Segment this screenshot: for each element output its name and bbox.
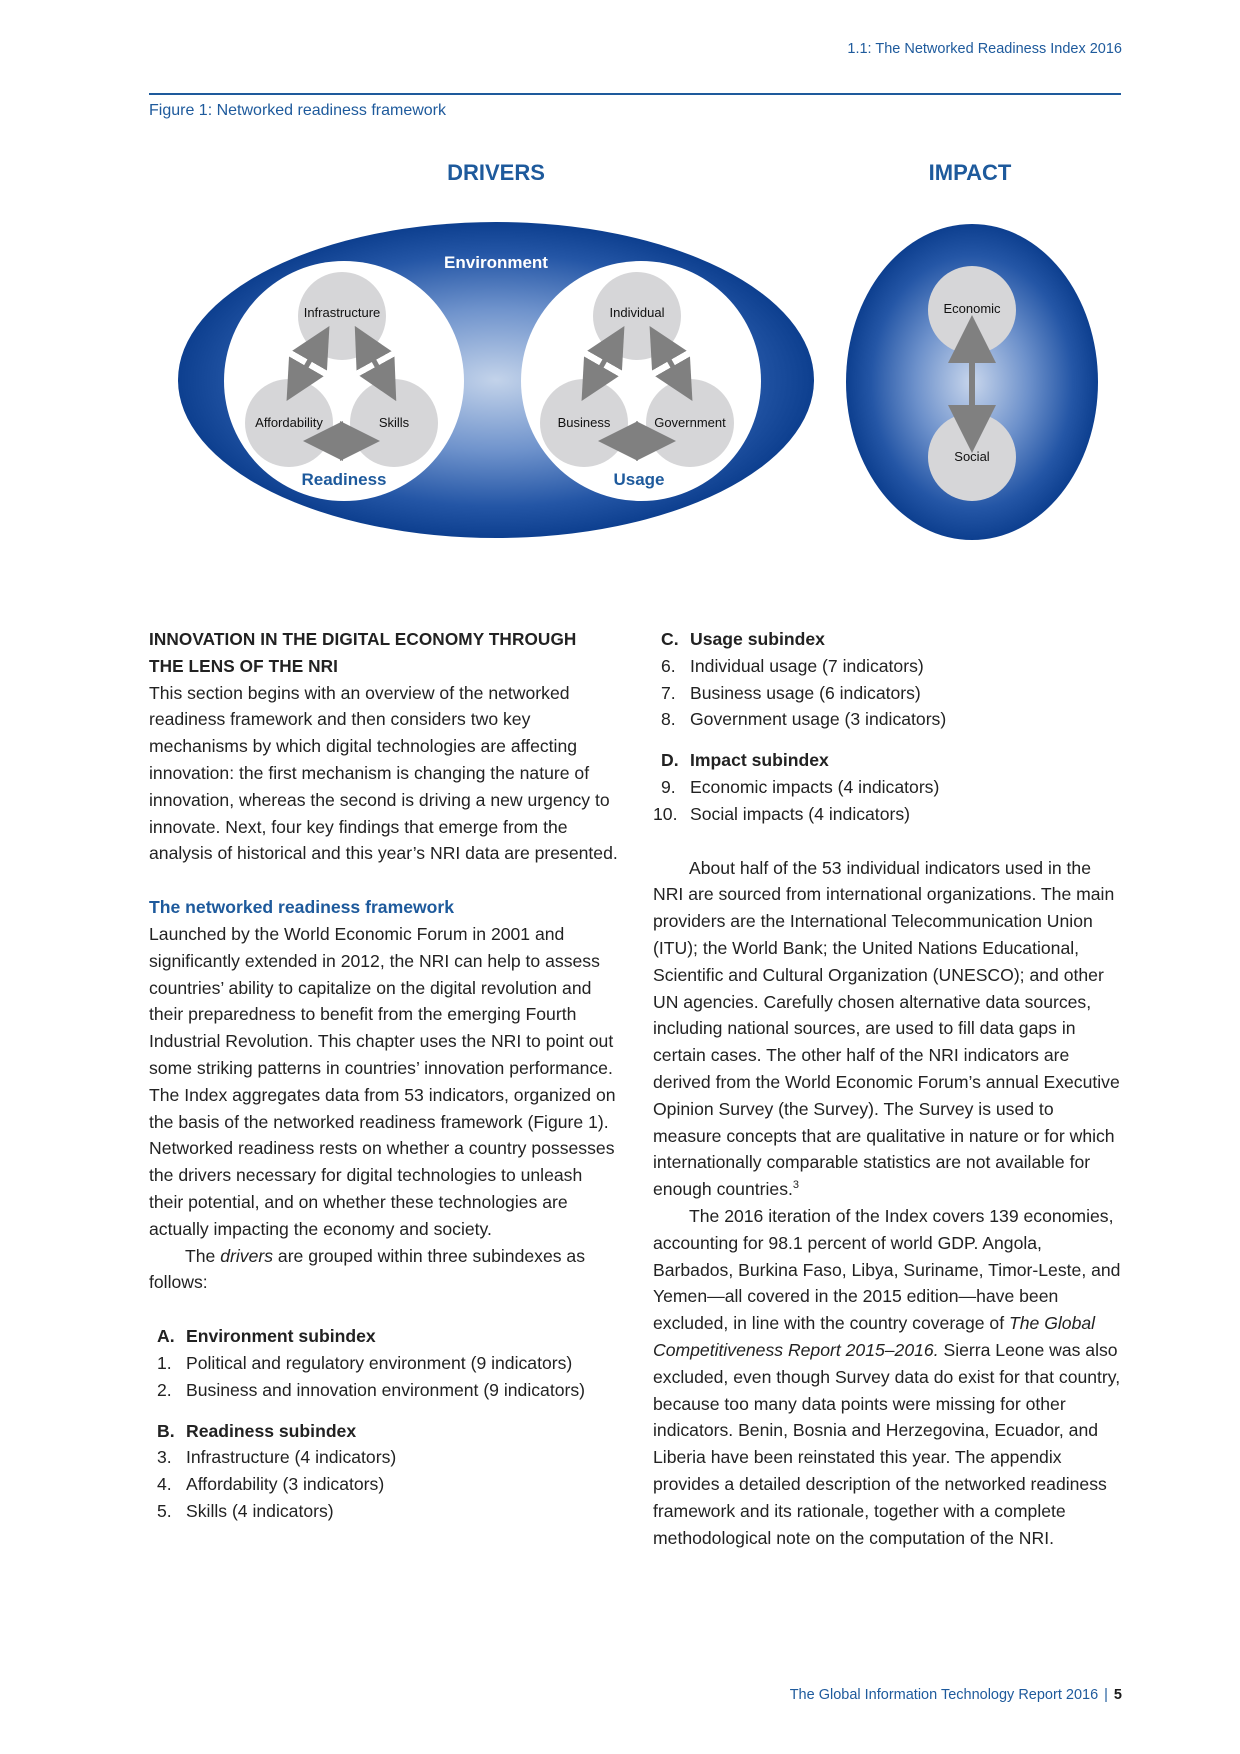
list-category bbox=[149, 1418, 619, 1445]
environment-list bbox=[149, 1323, 619, 1403]
item-number: 6. bbox=[661, 655, 676, 676]
left-column bbox=[149, 626, 619, 1525]
section-heading-line2: THE LENS OF THE NRI bbox=[149, 655, 339, 676]
list-letter: B. bbox=[157, 1420, 175, 1441]
usage-label: Usage bbox=[613, 470, 665, 489]
item-number: 3. bbox=[157, 1447, 172, 1468]
framework-diagram bbox=[149, 150, 1121, 550]
readiness-label: Readiness bbox=[301, 470, 387, 489]
impact-list bbox=[653, 747, 1123, 827]
list-item bbox=[149, 1498, 619, 1525]
list-item bbox=[149, 1377, 619, 1404]
coverage-paragraph bbox=[653, 1203, 1123, 1551]
sources-paragraph bbox=[653, 855, 1123, 1203]
economic-label: Economic bbox=[943, 301, 1001, 316]
item-text: Government usage (3 indicators) bbox=[690, 709, 947, 730]
page-footer bbox=[790, 1687, 1122, 1703]
drivers-em: drivers bbox=[220, 1245, 274, 1266]
item-text: Affordability (3 indicators) bbox=[186, 1474, 385, 1495]
list-category bbox=[653, 626, 1123, 653]
item-text: Business and innovation environment (9 indicators) bbox=[186, 1379, 586, 1400]
item-number: 4. bbox=[157, 1474, 172, 1495]
footnote-ref: 3 bbox=[792, 1179, 799, 1192]
list-item bbox=[653, 801, 1123, 828]
figure-caption: Figure 1: Networked readiness framework bbox=[149, 102, 447, 119]
item-text: Economic impacts (4 indicators) bbox=[690, 776, 940, 797]
list-item bbox=[653, 680, 1123, 707]
list-item bbox=[653, 774, 1123, 801]
item-number: 1. bbox=[157, 1352, 172, 1373]
drivers-pre: The bbox=[185, 1245, 221, 1266]
item-text: Business usage (6 indicators) bbox=[690, 682, 921, 703]
intro-paragraph: This section begins with an overview of the networked readiness framework and then considers two key mechanisms by which digital technologies are affecting innovation: the first mechanism is changing the nature of innovation, whereas the second is driving a new urgency to innovate. Next, four key findings that emerge from the analysis of historical and this year’s NRI data are presented. bbox=[149, 682, 618, 864]
list-category bbox=[653, 747, 1123, 774]
section-heading bbox=[149, 626, 619, 680]
business-label: Business bbox=[557, 415, 611, 430]
section-heading-line1: INNOVATION IN THE DIGITAL ECONOMY THROUGH bbox=[149, 629, 577, 649]
item-text: Skills (4 indicators) bbox=[186, 1500, 334, 1521]
list-item bbox=[149, 1471, 619, 1498]
item-number: 2. bbox=[157, 1379, 172, 1400]
coverage-text-b: Sierra Leone was also excluded, even though Survey data do exist for that country, because too many data points were missing for other indicators. Benin, Bosnia and Herzegovina, Ecuador, and Liberia have been reinstated this year. The appendix provides a detailed description of the networked readiness framework and its rationale, together with a complete methodological note on the computation of the NRI. bbox=[653, 1339, 1121, 1548]
list-title: Impact subindex bbox=[690, 750, 829, 771]
framework-subhead: The networked readiness framework bbox=[149, 897, 455, 918]
item-text: Infrastructure (4 indicators) bbox=[186, 1447, 397, 1468]
list-letter: A. bbox=[157, 1326, 175, 1347]
item-text: Individual usage (7 indicators) bbox=[690, 655, 924, 676]
infrastructure-label: Infrastructure bbox=[303, 305, 381, 320]
skills-label: Skills bbox=[378, 415, 410, 430]
drivers-post: are grouped within three subindexes as follows: bbox=[149, 1245, 586, 1293]
usage-list bbox=[653, 626, 1123, 733]
item-number: 7. bbox=[661, 682, 676, 703]
framework-paragraph: Launched by the World Economic Forum in 2001 and significantly extended in 2012, the NRI can help to assess countries’ ability to capitalize on the digital revolution and their preparedness to benefit from the emerging Fourth Industrial Revolution. This chapter uses the NRI to point out some striking patterns in countries’ innovation performance. The Index aggregates data from 53 indicators, organized on the basis of the networked readiness framework (Figure 1). Networked readiness rests on whether a country possesses the drivers necessary for digital technologies to unleash their potential, and on whether these technologies are actually impacting the economy and society. bbox=[149, 923, 616, 1239]
item-text: Social impacts (4 indicators) bbox=[690, 803, 910, 824]
individual-label: Individual bbox=[609, 305, 665, 320]
page-number: 5 bbox=[1113, 1687, 1122, 1703]
environment-label: Environment bbox=[444, 253, 548, 272]
item-number: 10. bbox=[653, 803, 678, 824]
gcr-title: The Global Competitiveness Report 2015–2016. bbox=[653, 1313, 1096, 1360]
list-title: Usage subindex bbox=[690, 629, 825, 649]
item-number: 9. bbox=[661, 776, 676, 797]
list-item bbox=[149, 1444, 619, 1471]
item-number: 5. bbox=[157, 1500, 172, 1521]
list-letter: C. bbox=[661, 629, 679, 649]
sources-text: About half of the 53 individual indicators used in the NRI are sourced from international organizations. The main providers are the International Telecommunication Union (ITU); the World Bank; the United Nations Educational, Scientific and Cultural Organization (UNESCO); and other UN agencies. Carefully chosen alternative data sources, including national sources, are used to fill data gaps in certain cases. The other half of the NRI indicators are derived from the World Economic Forum’s annual Executive Opinion Survey (the Survey). The Survey is used to measure concepts that are qualitative in nature or for which internationally comparable statistics are not available for enough countries. bbox=[653, 857, 1120, 1200]
right-column bbox=[653, 626, 1123, 1551]
coverage-text-a: The 2016 iteration of the Index covers 139 economies, accounting for 98.1 percent of world GDP. Angola, Barbados, Burkina Faso, Libya, Suriname, Timor-Leste, and Yemen—all covered in the 2015 edition—have been excluded, in line with the country coverage of bbox=[653, 1205, 1121, 1334]
impact-label: IMPACT bbox=[928, 160, 1012, 185]
government-label: Government bbox=[654, 415, 726, 430]
running-head: 1.1: The Networked Readiness Index 2016 bbox=[847, 41, 1122, 57]
header-rule bbox=[149, 93, 1121, 95]
readiness-list bbox=[149, 1418, 619, 1525]
list-title: Readiness subindex bbox=[186, 1420, 357, 1441]
drivers-label: DRIVERS bbox=[447, 160, 545, 185]
affordability-label: Affordability bbox=[255, 415, 323, 430]
item-number: 8. bbox=[661, 709, 676, 730]
drivers-paragraph bbox=[149, 1243, 619, 1297]
list-item bbox=[653, 653, 1123, 680]
list-item bbox=[149, 1350, 619, 1377]
list-category bbox=[149, 1323, 619, 1350]
list-item bbox=[653, 706, 1123, 733]
item-text: Political and regulatory environment (9 indicators) bbox=[186, 1352, 573, 1373]
social-label: Social bbox=[954, 449, 990, 464]
footer-report-title: The Global Information Technology Report 2016 bbox=[789, 1687, 1099, 1703]
list-title: Environment subindex bbox=[186, 1326, 376, 1347]
framework-figure bbox=[149, 150, 1121, 550]
list-letter: D. bbox=[661, 750, 679, 771]
footer-separator: | bbox=[1104, 1687, 1108, 1703]
